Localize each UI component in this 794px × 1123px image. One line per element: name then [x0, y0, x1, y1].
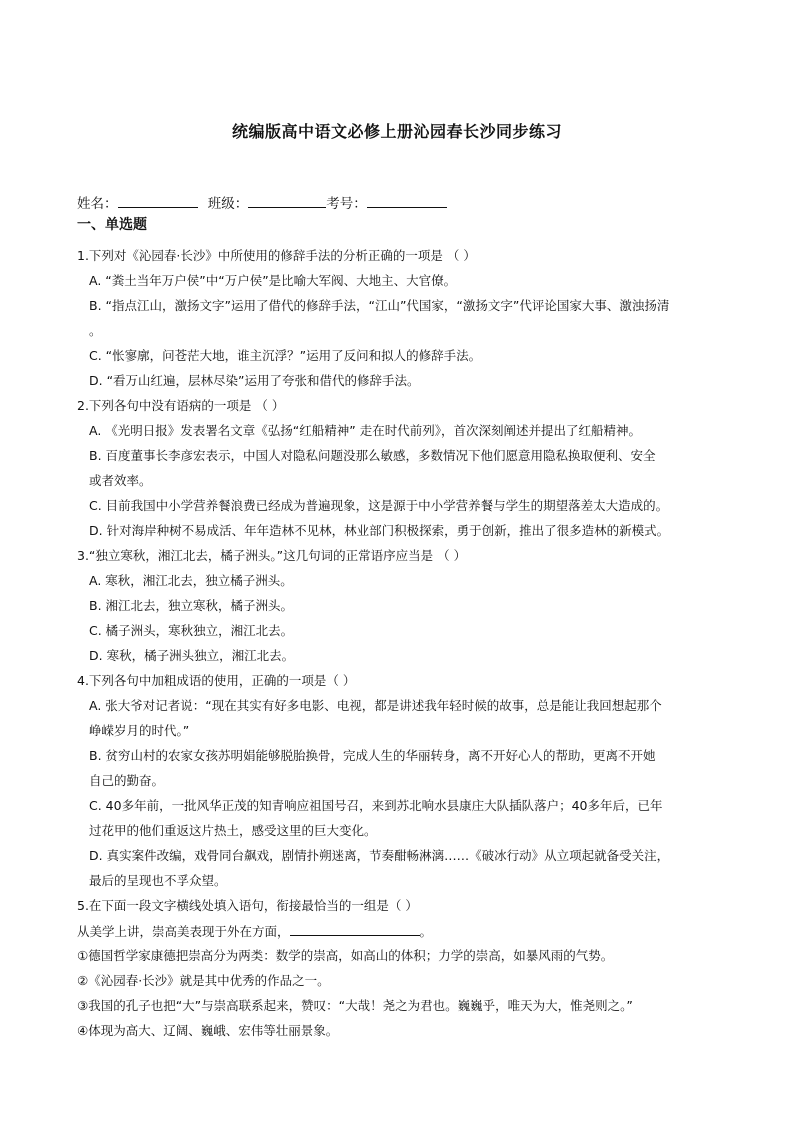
question-5-intro: 从美学上讲，崇高美表现于外在方面， — [77, 924, 290, 939]
question-5-passage — [77, 922, 432, 941]
name-blank[interactable] — [118, 193, 198, 208]
question-3-option-a: A. 寒秋，湘江北去，独立橘子洲头。 — [89, 573, 293, 588]
question-5-sentence-3: ③我国的孔子也把“大”与崇高联系起来，赞叹：“大哉！尧之为君也。巍巍乎，唯天为大，惟尧则之。” — [77, 998, 633, 1013]
question-2-option-b: B. 百度董事长李彦宏表示，中国人对隐私问题没那么敏感，多数情况下他们愿意用隐私换取便利、安全 — [89, 448, 656, 463]
question-4-option-b: B. 贫穷山村的农家女孩苏明娟能够脱胎换骨，完成人生的华丽转身，离不开好心人的帮助，更离不开她 — [89, 748, 656, 763]
page-title: 统编版高中语文必修上册沁园春长沙同步练习 — [231, 122, 562, 141]
question-2-option-a: A. 《光明日报》发表署名文章《弘扬“红船精神” 走在时代前列》，首次深刻阐述并提出了红船精神。 — [89, 423, 641, 438]
question-1-option-b-cont: 。 — [89, 323, 102, 338]
question-2-option-b-cont: 或者效率。 — [89, 473, 152, 488]
question-5-sentence-1: ①德国哲学家康德把崇高分为两类：数学的崇高，如高山的体积；力学的崇高，如暴风雨的气势。 — [77, 948, 614, 963]
question-1-option-b: B. “指点江山，激扬文字”运用了借代的修辞手法，“江山”代国家，“激扬文字”代评论国家大事、激浊扬清 — [89, 298, 670, 313]
question-4-option-d-cont: 最后的呈现也不孚众望。 — [89, 873, 227, 888]
class-blank[interactable] — [248, 193, 326, 208]
question-2-stem: 2.下列各句中没有语病的一项是 （ ） — [77, 398, 285, 413]
question-1-option-c: C. “怅寥廓，问苍茫大地，谁主沉浮？”运用了反问和拟人的修辞手法。 — [89, 348, 482, 363]
question-4-stem: 4.下列各句中加粗成语的使用，正确的一项是（ ） — [77, 673, 356, 688]
question-4-option-c: C. 40多年前，一批风华正茂的知青响应祖国号召，来到苏北响水县康庄大队插队落户；40多年后，已年 — [89, 798, 663, 813]
question-4-option-d: D. 真实案件改编，戏骨同台飙戏，剧情扑朔迷离，节奏酣畅淋漓……《破冰行动》从立项起就备受关注， — [89, 848, 670, 863]
question-3-stem: 3.“独立寒秋，湘江北去，橘子洲头。”这几句词的正常语序应当是 （ ） — [77, 548, 467, 563]
section-heading: 一、单选题 — [77, 217, 147, 233]
question-2-option-c: C. 目前我国中小学营养餐浪费已经成为普遍现象，这是源于中小学营养餐与学生的期望落差太大造成的。 — [89, 498, 669, 513]
question-3-option-d: D. 寒秋，橘子洲头独立，湘江北去。 — [89, 648, 295, 663]
question-1-option-a: A. “粪土当年万户侯”中“万户侯”是比喻大军阀、大地主、大官僚。 — [89, 273, 457, 288]
question-4-option-b-cont: 自己的勤奋。 — [89, 773, 165, 788]
question-4-option-c-cont: 过花甲的他们重返这片热土，感受这里的巨大变化。 — [89, 823, 377, 838]
question-5-stem: 5.在下面一段文字横线处填入语句，衔接最恰当的一组是（ ） — [77, 898, 418, 913]
question-5-sentence-4: ④体现为高大、辽阔、巍峨、宏伟等壮丽景象。 — [77, 1023, 339, 1038]
class-label: 班级： — [207, 196, 249, 212]
student-info-row — [77, 192, 447, 212]
name-label: 姓名： — [77, 196, 118, 212]
question-2-option-d: D. 针对海岸种树不易成活、年年造林不见林，林业部门积极探索，勇于创新，推出了很多造林的新模式。 — [89, 523, 670, 538]
question-5-sentence-2: ②《沁园春·长沙》就是其中优秀的作品之一。 — [77, 973, 330, 988]
question-4-option-a-cont: 峥嵘岁月的时代。” — [89, 723, 190, 738]
question-4-option-a: A. 张大爷对记者说：“现在其实有好多电影、电视，都是讲述我年轻时候的故事，总是能让我回想起那个 — [89, 698, 662, 713]
number-label: 考号： — [326, 196, 367, 212]
question-3-option-b: B. 湘江北去，独立寒秋，橘子洲头。 — [89, 598, 294, 613]
number-blank[interactable] — [367, 193, 447, 208]
question-5-period: 。 — [419, 924, 433, 939]
question-5-blank[interactable] — [290, 922, 420, 936]
question-1-option-d: D. “看万山红遍，层林尽染”运用了夸张和借代的修辞手法。 — [89, 373, 420, 388]
question-1-stem: 1.下列对《沁园春·长沙》中所使用的修辞手法的分析正确的一项是 （ ） — [77, 248, 476, 263]
question-3-option-c: C. 橘子洲头，寒秋独立，湘江北去。 — [89, 623, 294, 638]
